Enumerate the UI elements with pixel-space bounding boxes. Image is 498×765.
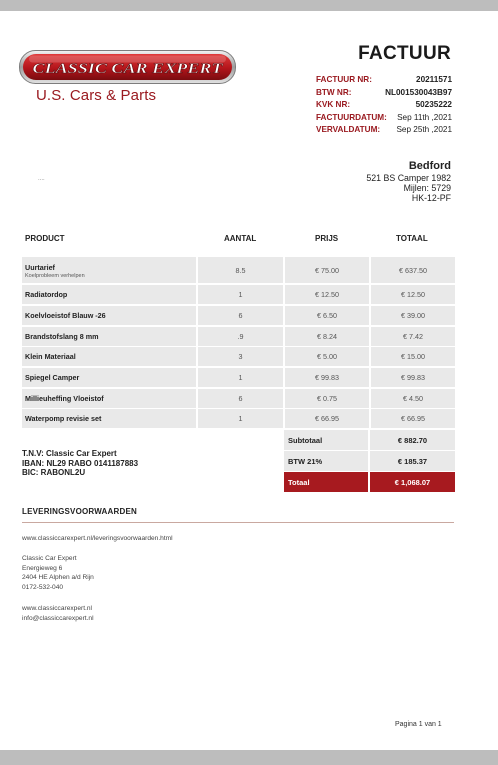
cell-total: € 99.83: [371, 368, 455, 387]
header-total: TOTAAL: [396, 234, 428, 243]
meta-value: Sep 11th ,2021: [397, 112, 452, 122]
cell-product: Millieuheffing Vloeistof: [22, 389, 196, 408]
subtotal-row: [284, 430, 455, 450]
invoice-meta: [316, 74, 452, 137]
logo-text: CLASSIC CAR EXPERT: [32, 61, 224, 77]
header-product: PRODUCT: [25, 234, 65, 243]
cell-price: € 99.83: [285, 368, 369, 387]
company-website[interactable]: www.classiccarexpert.nl: [22, 605, 92, 612]
table-row: [22, 285, 455, 304]
cell-total: € 12.50: [371, 285, 455, 304]
company-street: Energieweg 6: [22, 564, 63, 572]
bank-details: [22, 449, 138, 478]
cell-product: Koelvloeistof Blauw -26: [22, 306, 196, 325]
bottom-bar: [0, 750, 498, 765]
cell-total: € 39.00: [371, 306, 455, 325]
cell-price: € 8.24: [285, 327, 369, 346]
meta-vat-number: [316, 87, 452, 100]
vat-row: [284, 451, 455, 471]
terms-heading: LEVERINGSVOORWAARDEN: [22, 507, 137, 516]
company-city: 2404 HE Alphen a/d Rijn: [22, 574, 94, 581]
page-number: Pagina 1 van 1: [395, 721, 442, 728]
terms-url[interactable]: www.classiccarexpert.nl/leveringsvoorwaarden.html: [22, 535, 173, 542]
meta-label: FACTUUR NR:: [316, 75, 372, 84]
total-row: [284, 472, 455, 492]
customer-block: [366, 160, 451, 203]
company-name: Classic Car Expert: [22, 555, 77, 562]
table-row: [22, 389, 455, 408]
cell-product: Radiatordop: [22, 285, 196, 304]
cell-qty: 1: [198, 409, 283, 428]
meta-value: Sep 25th ,2021: [396, 125, 452, 134]
meta-invoice-number: [316, 74, 452, 87]
customer-line: HK-12-PF: [411, 193, 451, 203]
cell-qty: 8.5: [198, 257, 283, 283]
meta-label: BTW NR:: [316, 87, 352, 97]
company-contact: [22, 604, 94, 623]
cell-product: Klein Materiaal: [22, 347, 196, 366]
cell-qty: 1: [198, 285, 283, 304]
cell-product: Spiegel Camper: [22, 368, 196, 387]
product-name: Uurtarief: [25, 263, 55, 272]
company-email[interactable]: info@classiccarexpert.nl: [22, 614, 94, 622]
meta-invoice-date: [316, 112, 452, 125]
placeholder-dots: ....: [38, 176, 45, 182]
cell-price: € 0.75: [285, 389, 369, 408]
meta-value: NL001530043B97: [385, 87, 452, 97]
cell-qty: 3: [198, 347, 283, 366]
meta-label: VERVALDATUM:: [316, 125, 381, 134]
cell-total: € 637.50: [371, 257, 455, 283]
meta-label: KVK NR:: [316, 100, 351, 109]
table-row: [22, 409, 455, 428]
table-row: [22, 306, 455, 325]
meta-label: FACTUURDATUM:: [316, 112, 387, 122]
bank-iban: IBAN: NL29 RABO 0141187883: [22, 458, 139, 468]
cell-product: [22, 257, 196, 283]
cell-price: € 66.95: [285, 409, 369, 428]
cell-price: € 12.50: [285, 285, 369, 304]
customer-line: Mijlen: 5729: [403, 183, 451, 193]
product-description: Koelprobleem verhelpen: [25, 273, 85, 279]
company-phone: 0172-532-040: [22, 583, 64, 591]
vat-value: € 185.37: [370, 451, 455, 471]
bank-bic: BIC: RABONL2U: [22, 468, 86, 477]
cell-product: Brandstofslang 8 mm: [22, 327, 196, 346]
cell-product: Waterpomp revisie set: [22, 409, 196, 428]
cell-qty: 6: [198, 306, 283, 325]
top-bar: [0, 0, 498, 11]
cell-total: € 15.00: [371, 347, 455, 366]
bank-account-holder: T.N.V: Classic Car Expert: [22, 449, 117, 458]
meta-value: 20211571: [416, 75, 452, 84]
meta-due-date: [316, 124, 452, 137]
vat-label: BTW 21%: [284, 451, 368, 471]
total-value: € 1,068.07: [370, 472, 455, 492]
table-header: [22, 229, 455, 249]
cell-total: € 66.95: [371, 409, 455, 428]
customer-line: 521 BS Camper 1982: [366, 173, 451, 183]
cell-qty: .9: [198, 327, 283, 346]
meta-kvk-number: [316, 99, 452, 112]
subtotal-label: Subtotaal: [284, 430, 368, 450]
cell-price: € 6.50: [285, 306, 369, 325]
invoice-title: FACTUUR: [358, 43, 451, 64]
subtotal-value: € 882.70: [370, 430, 455, 450]
table-row: [22, 257, 455, 283]
cell-qty: 6: [198, 389, 283, 408]
table-row: [22, 327, 455, 346]
cell-price: € 75.00: [285, 257, 369, 283]
customer-name: Bedford: [408, 160, 451, 172]
brand-logo: [19, 50, 236, 84]
brand-subtitle: U.S. Cars & Parts: [36, 87, 157, 104]
cell-total: € 4.50: [371, 389, 455, 408]
table-row: [22, 368, 455, 387]
table-row: [22, 347, 455, 366]
total-label: Totaal: [284, 472, 368, 492]
cell-total: € 7.42: [371, 327, 455, 346]
header-qty: AANTAL: [224, 234, 257, 243]
cell-qty: 1: [198, 368, 283, 387]
company-address: [22, 554, 94, 592]
terms-divider: [22, 522, 454, 523]
cell-price: € 5.00: [285, 347, 369, 366]
header-price: PRIJS: [315, 234, 339, 243]
meta-value: 50235222: [415, 100, 452, 109]
